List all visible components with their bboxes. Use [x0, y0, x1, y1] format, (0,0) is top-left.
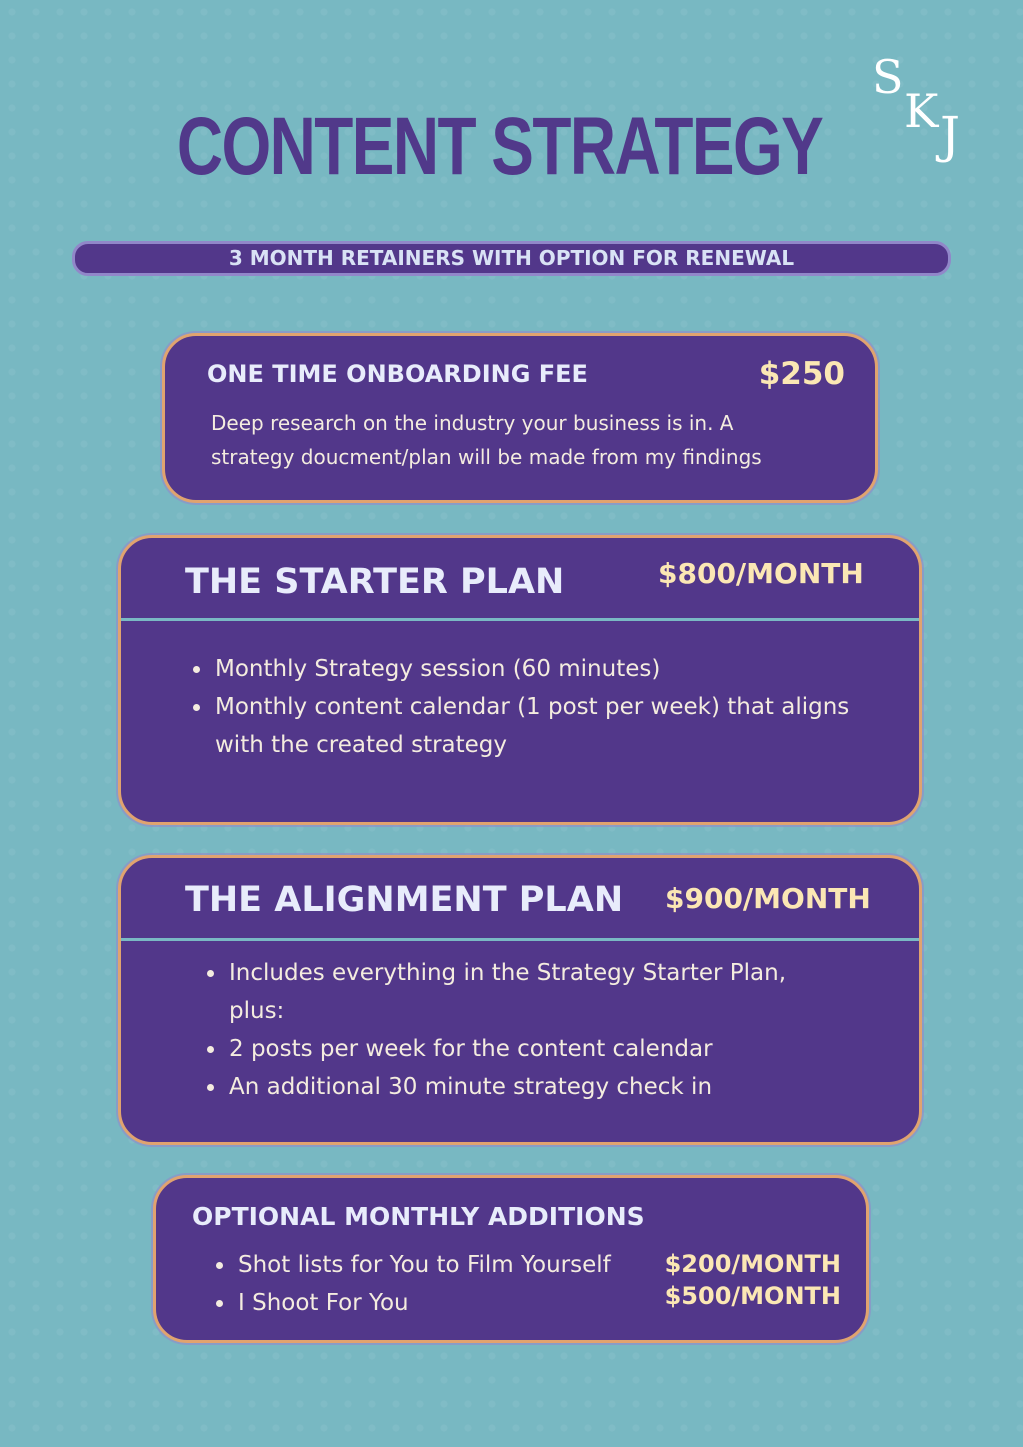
card-divider: [121, 938, 919, 941]
logo-letter-s: S: [872, 50, 904, 104]
additions-title: OPTIONAL MONTHLY ADDITIONS: [192, 1202, 645, 1231]
list-item: • Monthly Strategy session (60 minutes): [213, 650, 853, 688]
logo-letter-k: K: [904, 84, 939, 138]
onboarding-fee-card: [162, 333, 878, 503]
optional-additions-card: [153, 1175, 869, 1343]
starter-plan-features: [185, 650, 853, 764]
list-item: • Shot lists for You to Film Yourself: [236, 1246, 696, 1284]
starter-plan-price: $800/MONTH: [658, 557, 864, 590]
list-item: • Monthly content calendar (1 post per week) that aligns with the created strategy: [213, 688, 853, 764]
addition-price: $200/MONTH: [664, 1250, 841, 1278]
page-title: CONTENT STRATEGY: [176, 101, 823, 192]
list-item: • An additional 30 minute strategy check in: [227, 1068, 847, 1106]
alignment-plan-title: THE ALIGNMENT PLAN: [185, 880, 624, 920]
starter-plan-title: THE STARTER PLAN: [185, 562, 565, 602]
additions-list: [208, 1246, 696, 1322]
alignment-plan-card: [118, 855, 922, 1145]
onboarding-price: $250: [758, 356, 845, 392]
addition-price: $500/MONTH: [664, 1282, 841, 1310]
onboarding-description: Deep research on the industry your business is in. A strategy doucment/plan will be made from my findings: [211, 411, 762, 469]
retainer-banner: 3 MONTH RETAINERS WITH OPTION FOR RENEWAL: [72, 241, 951, 276]
alignment-plan-price: $900/MONTH: [665, 882, 871, 915]
list-item: • Includes everything in the Strategy Starter Plan, plus:: [227, 954, 847, 1030]
card-divider: [121, 618, 919, 621]
logo-letter-j: J: [940, 106, 961, 164]
starter-plan-card: [118, 535, 922, 825]
onboarding-title: ONE TIME ONBOARDING FEE: [207, 360, 588, 388]
list-item: • 2 posts per week for the content calendar: [227, 1030, 847, 1068]
list-item: • I Shoot For You: [236, 1284, 696, 1322]
alignment-plan-features: [199, 954, 847, 1106]
